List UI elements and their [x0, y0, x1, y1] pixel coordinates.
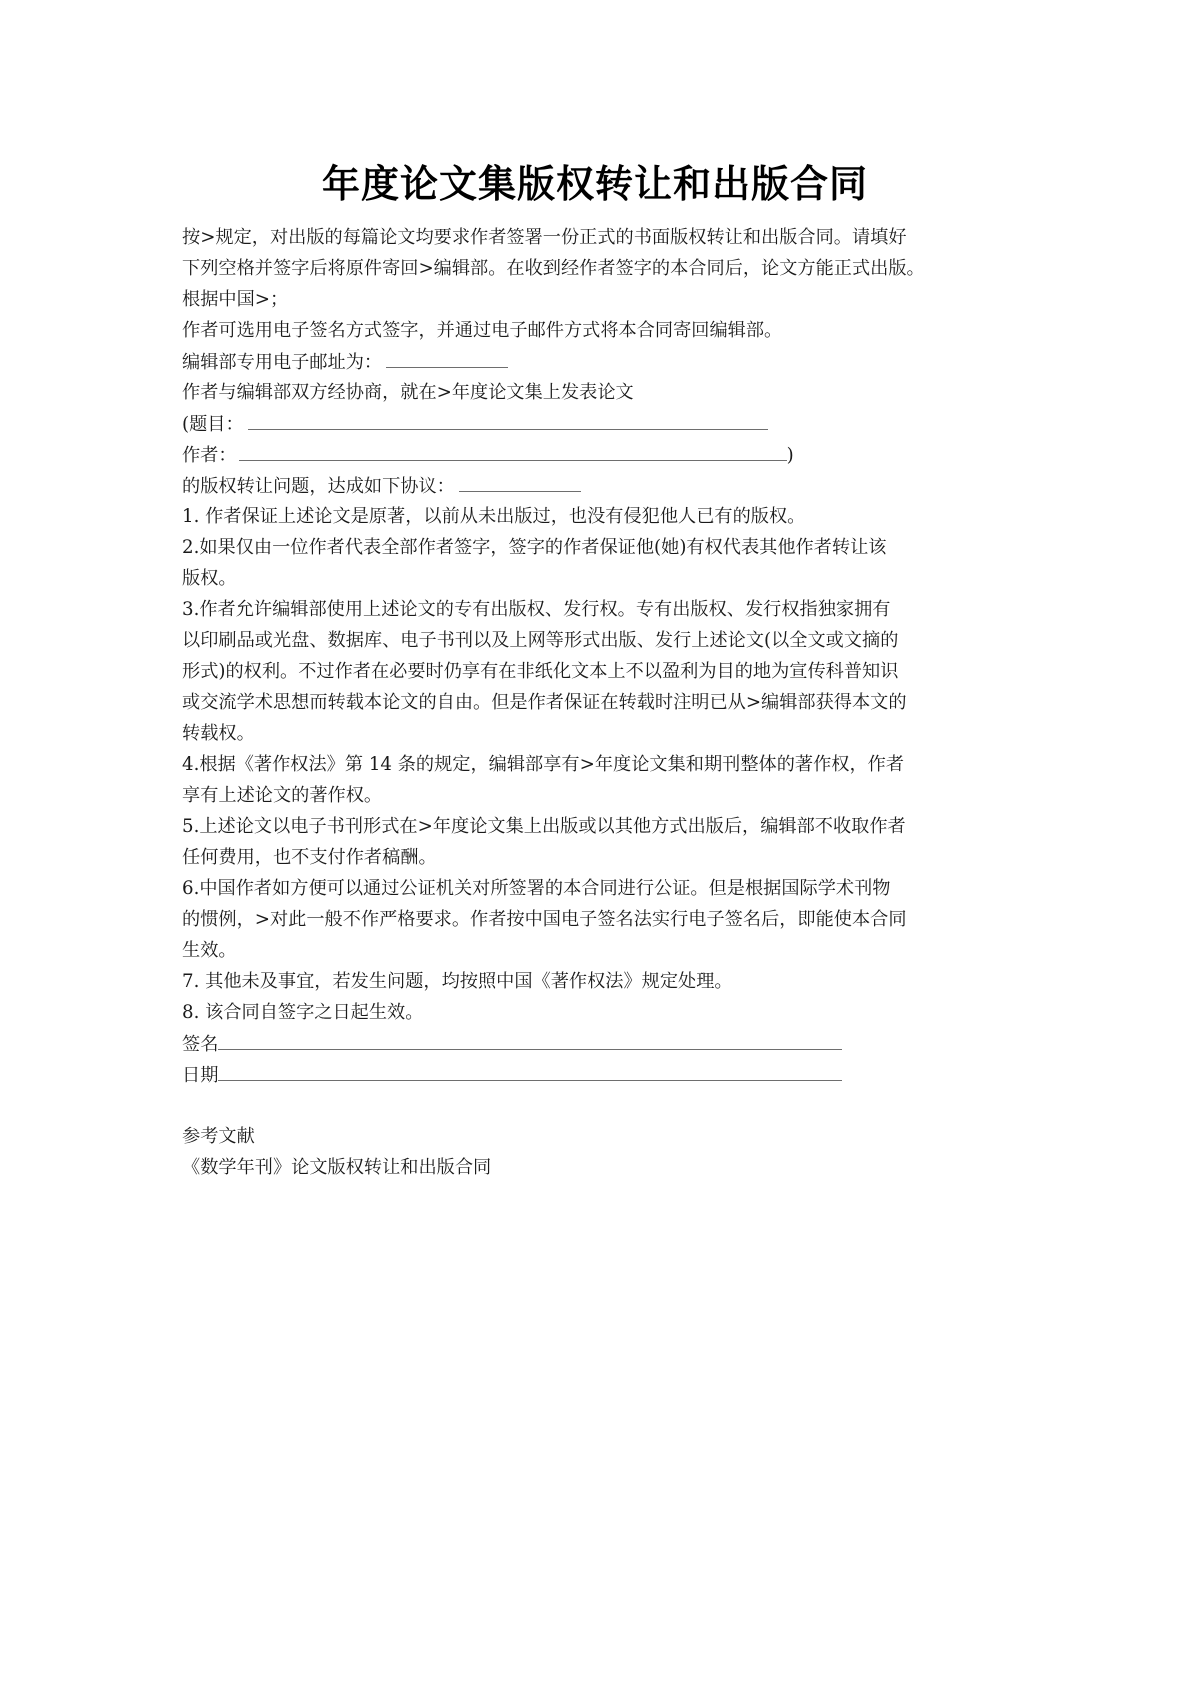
- paper-title-field[interactable]: [248, 408, 768, 430]
- clause-2: 2.如果仅由一位作者代表全部作者签字，签字的作者保证他(她)有权代表其他作者转让该: [182, 537, 887, 558]
- clause-4-cont: 享有上述论文的著作权。: [182, 785, 383, 806]
- clause-7: 7. 其他未及事宜，若发生问题，均按照中国《著作权法》规定处理。: [182, 971, 733, 992]
- clause-3-cont: 形式)的权利。不过作者在必要时仍享有在非纸化文本上不以盈利为目的地为宣传科普知识: [182, 661, 899, 682]
- clause-3: 3.作者允许编辑部使用上述论文的专有出版权、发行权。专有出版权、发行权指独家拥有: [182, 599, 891, 620]
- clause-3-cont: 或交流学术思想而转载本论文的自由。但是作者保证在转载时注明已从>编辑部获得本文的: [182, 692, 907, 713]
- date-row: [182, 1059, 1032, 1090]
- intro-line: 作者可选用电子签名方式签字，并通过电子邮件方式将本合同寄回编辑部。: [182, 320, 783, 341]
- email-label: 编辑部专用电子邮址为：: [182, 352, 383, 373]
- clause-3-cont: 以印刷品或光盘、数据库、电子书刊以及上网等形式出版、发行上述论文(以全文或文摘的: [182, 630, 899, 651]
- date-label: 日期: [182, 1065, 219, 1086]
- clause-4: 4.根据《著作权法》第 14 条的规定，编辑部享有>年度论文集和期刊整体的著作权，作者: [182, 754, 905, 775]
- paper-title-row: [182, 408, 1032, 439]
- document-body: [182, 222, 1032, 1183]
- agreement-label: 的版权转让问题，达成如下协议：: [182, 476, 455, 497]
- reference-item: 《数学年刊》论文版权转让和出版合同: [182, 1157, 492, 1178]
- signature-row: [182, 1028, 1032, 1059]
- references-heading: 参考文献: [182, 1126, 255, 1147]
- clause-1: 1. 作者保证上述论文是原著，以前从未出版过，也没有侵犯他人已有的版权。: [182, 506, 806, 527]
- clause-3-cont: 转载权。: [182, 723, 255, 744]
- intro-line: 按>规定，对出版的每篇论文均要求作者签署一份正式的书面版权转让和出版合同。请填好: [182, 227, 907, 248]
- clause-6-cont: 生效。: [182, 940, 237, 961]
- clause-5-cont: 任何费用，也不支付作者稿酬。: [182, 847, 437, 868]
- author-label: 作者：: [182, 445, 237, 466]
- agreement-field[interactable]: [459, 470, 581, 492]
- email-row: [182, 346, 1032, 377]
- author-field[interactable]: [239, 439, 787, 461]
- clause-6-cont: 的惯例，>对此一般不作严格要求。作者按中国电子签名法实行电子签名后，即能使本合同: [182, 909, 907, 930]
- paper-title-label: (题目：: [182, 414, 244, 435]
- intro-line: 下列空格并签字后将原件寄回>编辑部。在收到经作者签字的本合同后，论文方能正式出版。: [182, 258, 925, 279]
- author-close-paren: ): [786, 445, 794, 466]
- clause-2-cont: 版权。: [182, 568, 237, 589]
- date-field[interactable]: [218, 1059, 842, 1081]
- signature-label: 签名: [182, 1034, 219, 1055]
- agreement-row: [182, 470, 1032, 501]
- intro-line: 根据中国>；: [182, 289, 289, 310]
- clause-5: 5.上述论文以电子书刊形式在>年度论文集上出版或以其他方式出版后，编辑部不收取作者: [182, 816, 906, 837]
- negotiation-line: 作者与编辑部双方经协商，就在>年度论文集上发表论文: [182, 382, 634, 403]
- author-row: [182, 439, 1032, 470]
- spacer: [182, 1090, 1032, 1121]
- signature-field[interactable]: [218, 1028, 842, 1050]
- email-field[interactable]: [386, 346, 508, 368]
- clause-8: 8. 该合同自签字之日起生效。: [182, 1002, 424, 1023]
- clause-6: 6.中国作者如方便可以通过公证机关对所签署的本合同进行公证。但是根据国际学术刊物: [182, 878, 891, 899]
- document-title: 年度论文集版权转让和出版合同: [321, 162, 868, 206]
